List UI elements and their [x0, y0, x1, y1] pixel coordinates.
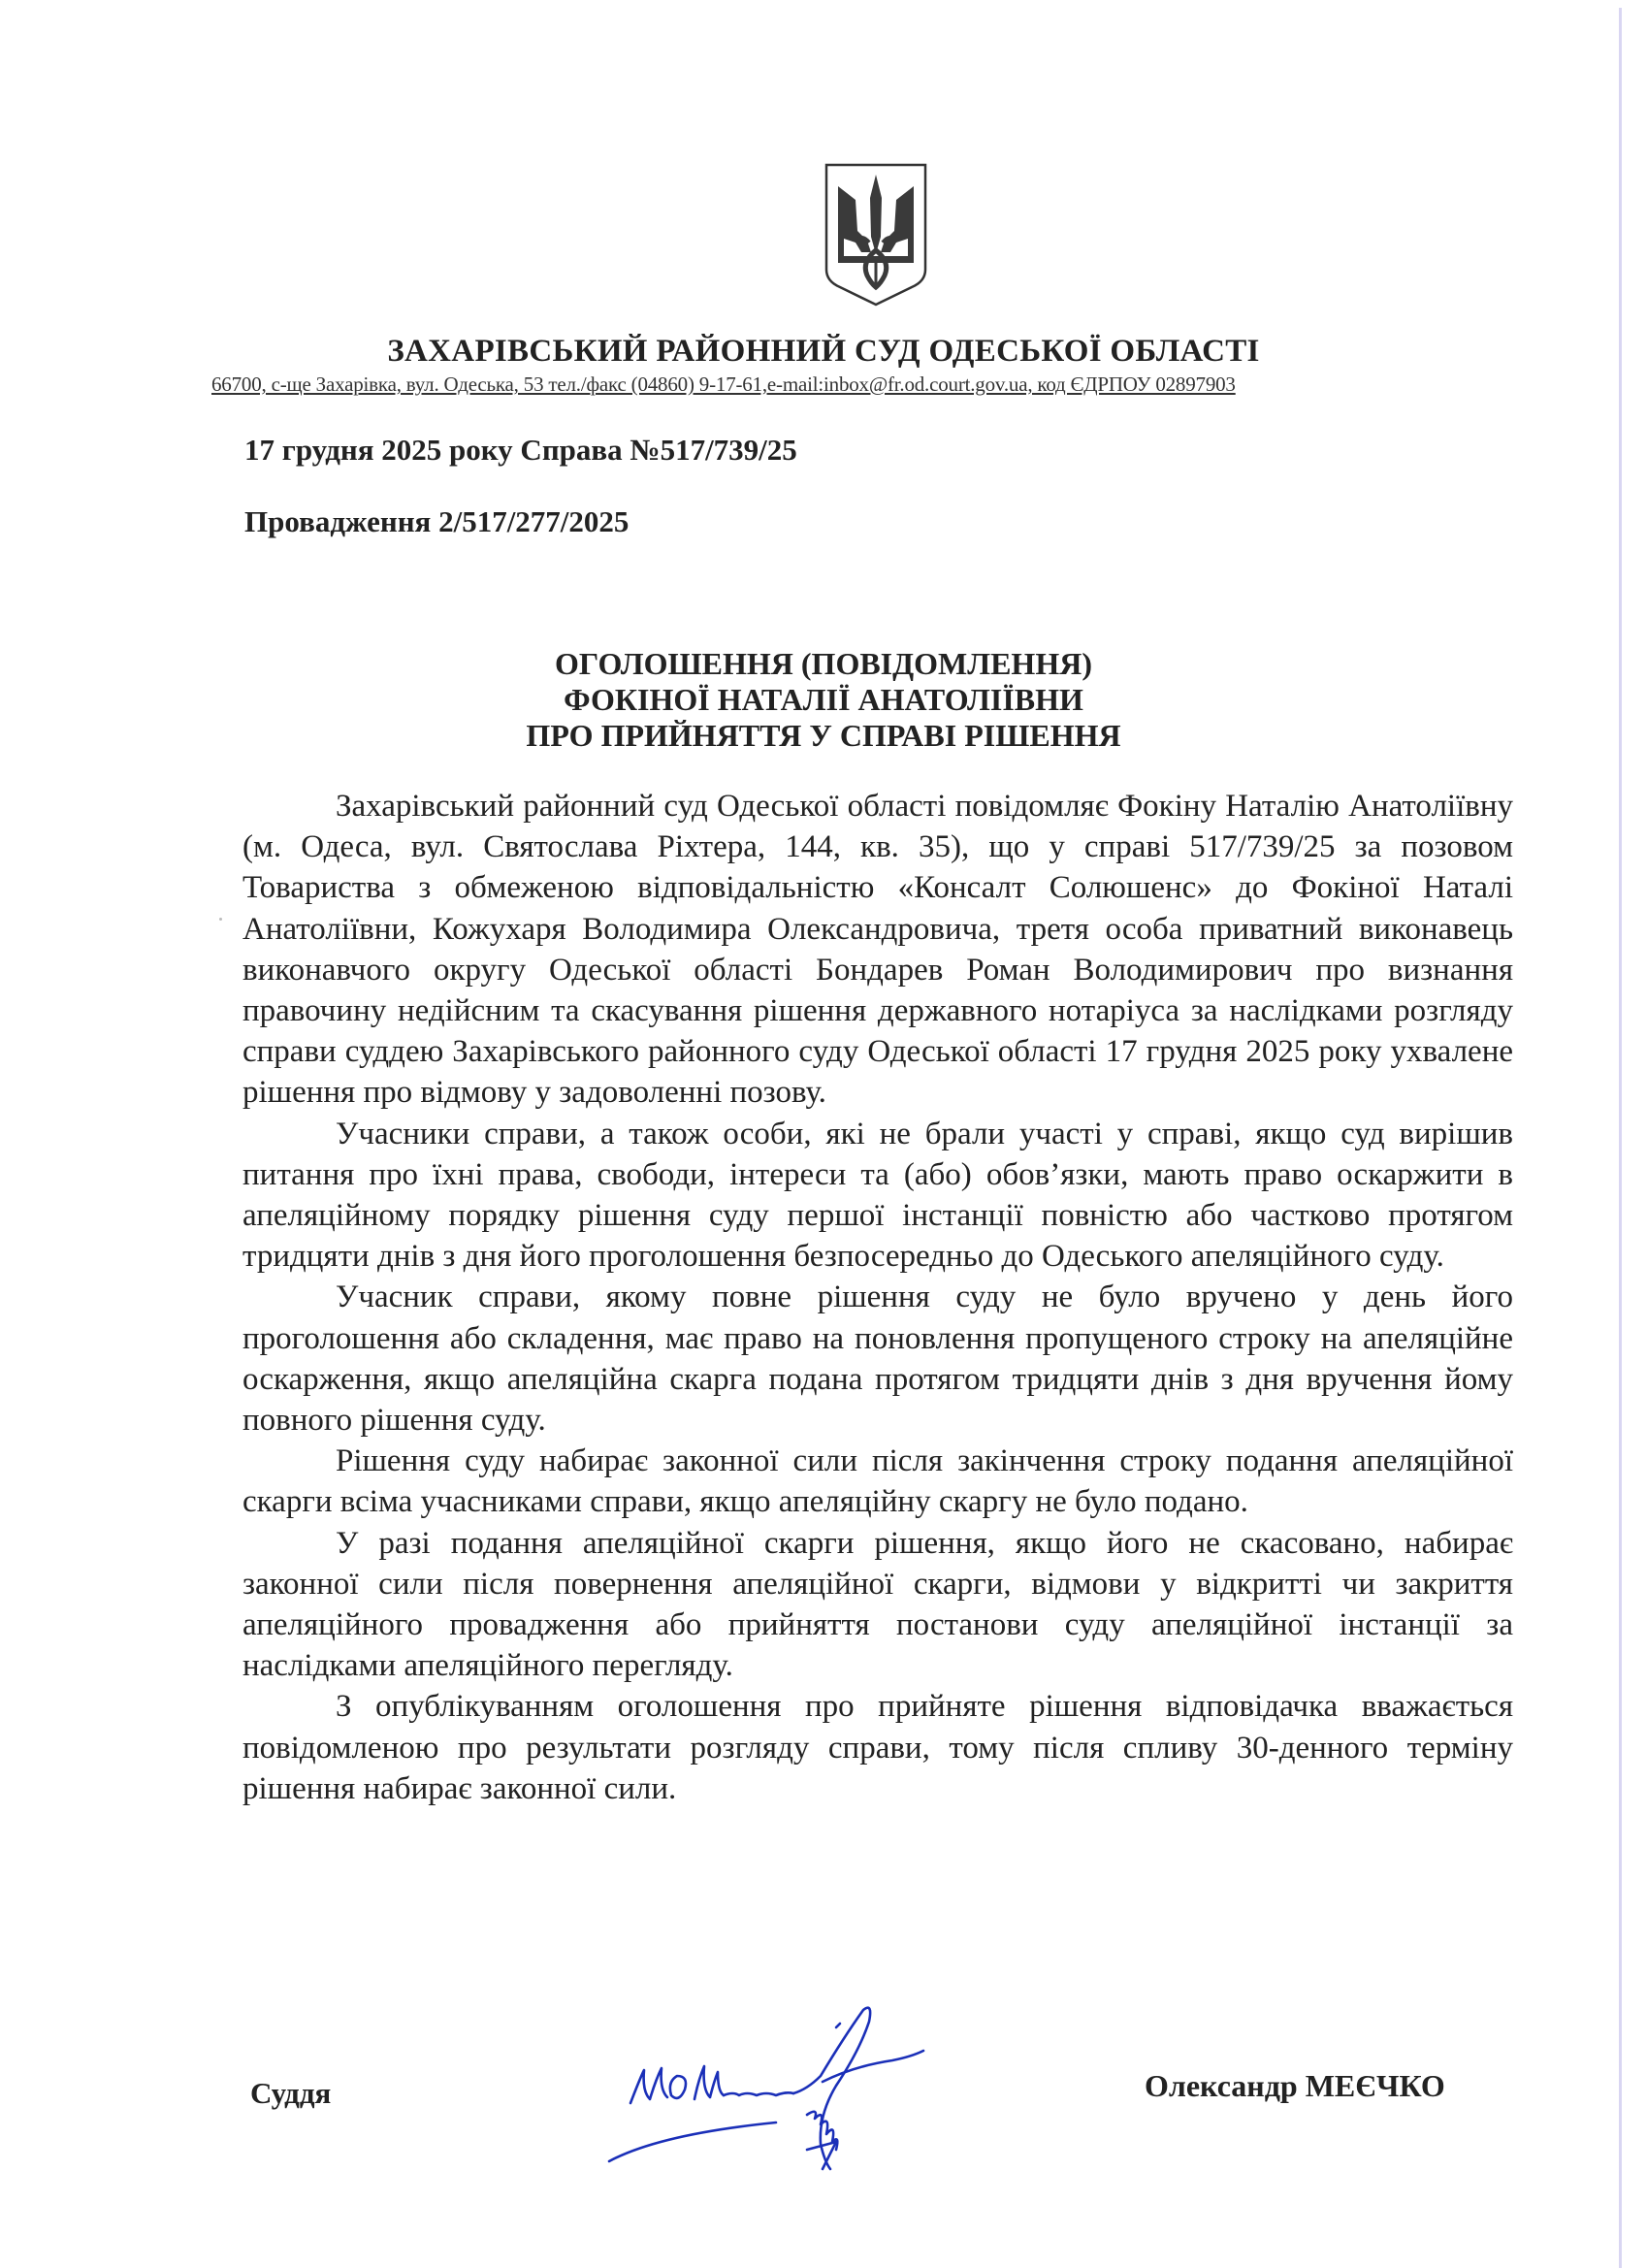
title-line-1: ОГОЛОШЕННЯ (ПОВІДОМЛЕННЯ)	[555, 646, 1092, 681]
title-line-3: ПРО ПРИЙНЯТТЯ У СПРАВІ РІШЕННЯ	[526, 718, 1121, 753]
court-name-heading: ЗАХАРІВСЬКИЙ РАЙОННИЙ СУД ОДЕСЬКОЇ ОБЛАСТІ	[387, 334, 1260, 369]
judge-label: Суддя	[250, 2076, 332, 2110]
paragraph-term-renewal: Учасник справи, якому повне рішення суду не було вручено у день його проголошення або складення, має право на поновлення пропущеного строку на апеляційне оскарження, якщо апеляційна скарга подана протягом тридцяти днів з дня вручення йому повного рішення суду.	[242, 1280, 1513, 1439]
case-date-and-number: 17 грудня 2025 року Справа №517/739/25	[244, 433, 797, 467]
document-title	[0, 646, 1647, 754]
scan-speck	[219, 918, 222, 921]
proceeding-number: Провадження 2/517/277/2025	[244, 504, 630, 538]
paragraph-publication: З опублікуванням оголошення про прийняте рішення відповідачка вважається повідомленою про результати розгляду справи, тому після спливу 30-денного терміну рішення набирає законної сили.	[242, 1689, 1513, 1806]
handwritten-signature-icon	[582, 1998, 1028, 2192]
paragraph-appeal-filed: У разі подання апеляційної скарги рішення, якщо його не скасовано, набирає законної сили після повернення апеляційної скарги, відмови у відкритті чи закриття апеляційного провадження або прийняття постанови суду апеляційної інстанції за наслідками апеляційного перегляду.	[242, 1525, 1513, 1684]
paragraph-legal-force: Рішення суду набирає законної сили після закінчення строку подання апеляційної скарги всіма учасниками справи, якщо апеляційну скаргу не було подано.	[242, 1443, 1513, 1520]
paragraph-appeal-right: Учасники справи, а також особи, які не брали участі у справі, якщо суд вирішив питання про їхні права, свободи, інтереси та (або) обов’язки, мають право оскаржити в апеляційному порядку рішення суду першої інстанції повністю або частково протягом тридцяти днів з дня його проголошення безпосередньо до Одеського апеляційного суду.	[242, 1116, 1513, 1275]
tryzub-coat-of-arms-icon	[823, 161, 929, 308]
paragraph-notice: Захарівський районний суд Одеської області повідомляє Фокіну Наталію Анатоліївну (м. Одеса, вул. Святослава Ріхтера, 144, кв. 35), що у справі 517/739/25 за позовом Товариства з обмеженою відповідальністю «Консалт Солюшенс» до Фокіної Наталі Анатоліївни, Кожухаря Володимира Олександровича, третя особа приватний виконавець виконавчого округу Одеської області Бондарев Роман Володимирович про визнання правочину недійсним та скасування рішення державного нотаріуса за наслідками розгляду справи суддею Захарівського районного суду Одеської області 17 грудня 2025 року ухвалене рішення про відмову у задоволенні позову.	[242, 789, 1513, 1111]
judge-name: Олександр МЕЄЧКО	[1145, 2068, 1445, 2103]
court-address-line: 66700, с-ще Захарівка, вул. Одеська, 53 тел./факс (04860) 9-17-61,e-mail:inbox@fr.od.court.gov.ua, код ЄДРПОУ 02897903	[211, 373, 1236, 396]
title-line-2: ФОКІНОЇ НАТАЛІЇ АНАТОЛІЇВНИ	[564, 682, 1083, 717]
notice-body	[242, 786, 1513, 1809]
